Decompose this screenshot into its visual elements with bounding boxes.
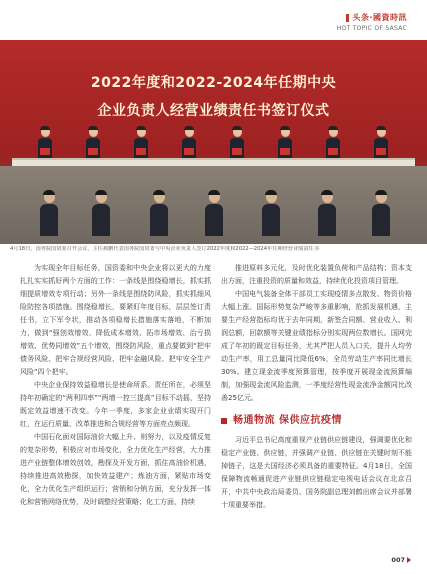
paragraph: 中国石化面对国际油价大幅上升、则努力，以及疫情反复的复杂形势，积极应对市场变化，全力优化生产经营，大力推进产业链整体增效创效，勘探及开发方面，抓住高油价机遇，持续推进高效勘探，加快效益建产；炼油方面，紧贴市场变化，全力优化生产组织运行；营销和分销方面，充分发挥一体化和营销网络优势，及时调整经营策略；化工方面，持续 [20,433,211,506]
banner-title-line1: 2022年度和2022-2024年任期中央 [90,75,337,91]
paragraph: 为实现全年目标任务，国资委和中央企业将以更大的力度扎扎实实抓好两个方面的工作：一条线是围绕稳增长，抓实抓细提质增效专项行动；另外一条线是围绕防风险，抓实抓细风险防控各项措施。围绕稳增长，要紧盯年度目标，层层签订责任书，立下军令状，推动各项稳增长措施落实落地，不断加力，做到“强创效增效、降低成本增效、拓市场增效、治亏损增效、优势同增效”五个增效，围绕防风险，重点要做到“把牢债务风险、把牢合规经营风险、把牢金融风险、把牢安全生产风险”四个把牢。 [20,264,211,376]
paragraph: 中央企业保持效益稳增长是使命所系、责任所在，必须坚持年初确定的“两利四率”“两增一控三提高”目标不动摇，坚持既定效益增速不改变。今年一季度，多家企业业绩实现开门红，在运行质量、改革推进和合规经营等方面亮点频现。 [20,381,211,428]
official-figure [86,126,100,155]
official-figure [38,126,52,155]
paragraph: 习近平总书记高度重视产业链供应链建设，强调要优化和稳定产业链、供应链，并强调产业链、供应链在关键时刻不能掉链子，这是大国经济必须具备的重要特征。4月18日，全国保障物流畅通促进产业链供应链稳定电视电话会议在北京召开，中共中央政治局委员、国务院副总理刘鹤出席会议并部署十项重要举措。 [221,436,412,509]
official-figure [134,126,148,155]
section-heading [221,414,412,427]
column-subtitle: HOT TOPIC OF SASAC [336,25,407,32]
paragraph: 中国电气装备全体干部员工实现疫情多点散发、物资价格大幅上涨、国际形势复杂严峻等多重影响，抢抓发展机遇，主要生产经营指标均优于去年同期，新签合同额、营业收入、利润总额，回款额等关键业绩指标分别实现两位数增长。国网完成了年初的既定目标任务，尤其严把人员入口关，提升人均劳动生产率，用工总量同比降低6%，全员劳动生产率同比增长30%。建立现金流季度预算管理，按季度开展现金流预算编制，加强现金流风险监测，一季度经营性现金流净金额同比改善25亿元。 [221,290,412,402]
official-figure [374,126,388,155]
article-column-left [20,262,211,509]
official-figure [326,126,340,155]
photo-caption: 4月18日，国务院国资委召开会议，主任郝鹏代表国务院国资委与中央企业负责人签订2022年度和2022—2024年任期经营业绩责任书 [10,246,319,252]
official-figure [182,126,196,155]
column-header [337,12,407,32]
official-figure [278,126,292,155]
section-marker-icon [221,418,227,424]
paragraph: 推进原料多元化，及时优化装置负荷和产品结构；资本支出方面，注重投资的质量和效益，持续优化投资项目管理。 [221,264,412,285]
section-title: 畅通物流 保供应抗疫情 [233,415,342,426]
official-figure [230,126,244,155]
column-title-text: 头条·國資時訊 [352,13,407,22]
article-column-right [221,262,412,512]
column-title [337,12,407,23]
banner-title-line2: 企业负责人经营业绩责任书签订仪式 [97,103,330,119]
signing-ceremony-photo [0,40,427,244]
page-arrow-icon [407,557,411,563]
page-number [391,556,411,564]
page-number-text: 007 [391,556,405,564]
header-accent-bar [346,14,349,22]
